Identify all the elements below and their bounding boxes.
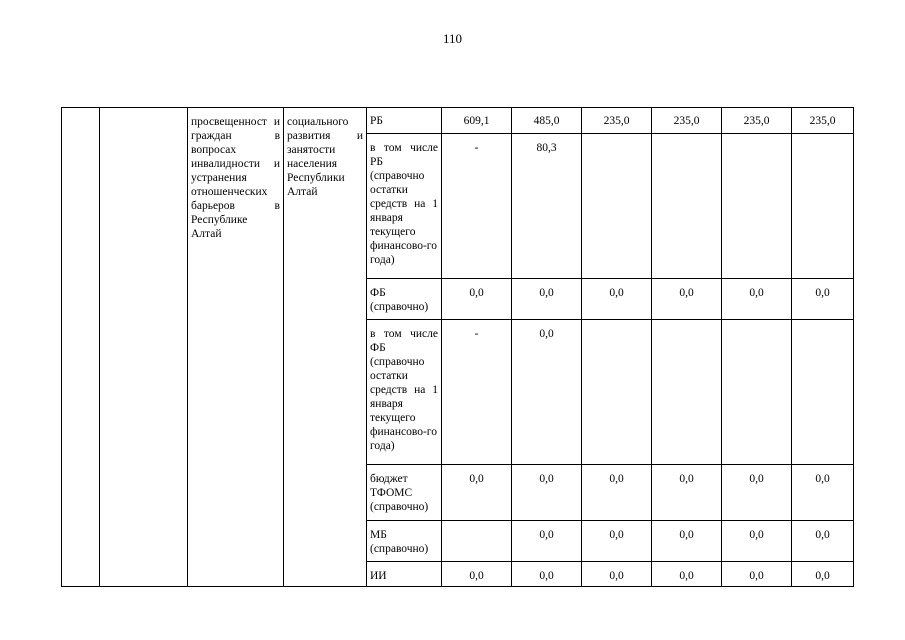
budget-table [61,107,854,587]
value-cell [792,320,854,465]
value-cell: 0,0 [512,465,582,521]
value-cell [792,134,854,279]
value-cell: 0,0 [442,465,512,521]
value-cell: 0,0 [722,279,792,320]
value-cell: 485,0 [512,108,582,134]
value-cell: 235,0 [582,108,652,134]
value-cell: 0,0 [512,521,582,562]
value-cell [442,521,512,562]
value-cell: 0,0 [722,562,792,587]
value-cell: 0,0 [582,562,652,587]
funding-source-cell: ИИ [367,562,442,587]
value-cell: - [442,134,512,279]
value-cell [722,320,792,465]
value-cell [582,134,652,279]
funding-source-cell: ФБ (справочно) [367,279,442,320]
value-cell: 0,0 [512,562,582,587]
value-cell [722,134,792,279]
funding-source-cell: бюджет ТФОМС (справочно) [367,465,442,521]
value-cell: 0,0 [652,521,722,562]
value-cell: 0,0 [792,562,854,587]
program-name-cell: просвещенност и граждан в вопросах инвалидности и устранения отношенческих барьеров в Республике Алтай [188,108,284,587]
value-cell [652,134,722,279]
value-cell [652,320,722,465]
value-cell: 0,0 [792,279,854,320]
value-cell: 0,0 [512,279,582,320]
value-cell: 0,0 [722,521,792,562]
executor-cell: социального развития и занятости населения Республики Алтай [284,108,367,587]
table-row [62,108,854,134]
value-cell: 0,0 [582,465,652,521]
funding-source-cell: РБ [367,108,442,134]
page-number: 110 [442,31,463,46]
funding-source-cell: МБ (справочно) [367,521,442,562]
funding-source-cell: в том числе ФБ (справочно остатки средств на 1 января текущего финансово-го года) [367,320,442,465]
value-cell: 235,0 [792,108,854,134]
value-cell: 0,0 [722,465,792,521]
value-cell: 0,0 [442,279,512,320]
funding-source-cell: в том числе РБ (справочно остатки средств на 1 января текущего финансово-го года) [367,134,442,279]
value-cell [582,320,652,465]
value-cell: 0,0 [652,562,722,587]
empty-cell [100,108,188,587]
value-cell: - [442,320,512,465]
value-cell: 0,0 [442,562,512,587]
value-cell: 0,0 [652,465,722,521]
value-cell: 0,0 [792,465,854,521]
value-cell: 235,0 [652,108,722,134]
value-cell: 0,0 [652,279,722,320]
value-cell: 609,1 [442,108,512,134]
value-cell: 0,0 [792,521,854,562]
value-cell: 235,0 [722,108,792,134]
empty-cell [62,108,100,587]
value-cell: 0,0 [582,521,652,562]
value-cell: 80,3 [512,134,582,279]
value-cell: 0,0 [582,279,652,320]
value-cell: 0,0 [512,320,582,465]
